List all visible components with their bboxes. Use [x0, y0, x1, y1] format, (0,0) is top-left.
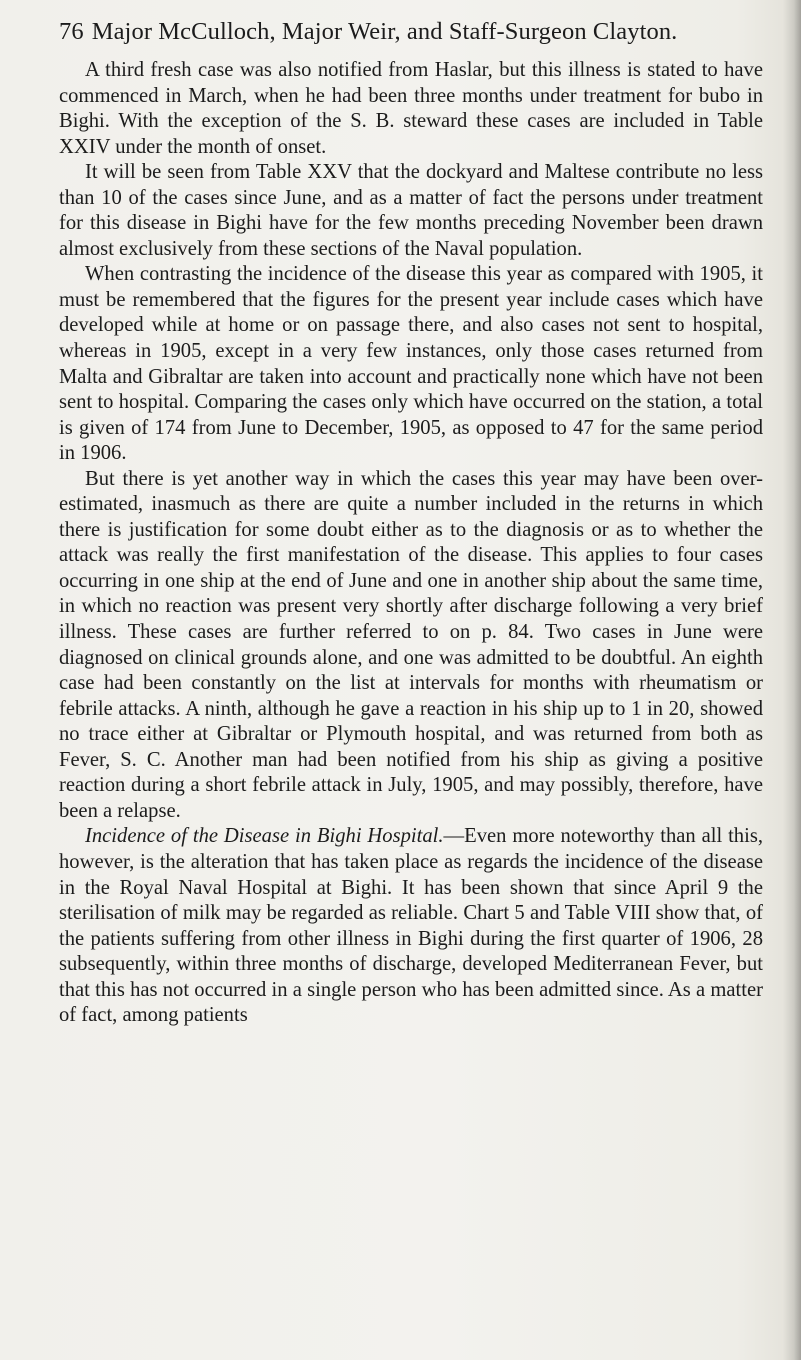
section-heading-inline: Incidence of the Disease in Bighi Hospital. [85, 825, 444, 848]
paragraph: But there is yet another way in which the cases this year may have been over-estimated, inasmuch as there are quite a number included in the returns in which there is justification for some doubt either as to the diagnosis or as to whether the attack was really the first manifestation of the disease. This applies to four cases occurring in one ship at the end of June and one in another ship about the same time, in which no reaction was present very shortly after discharge following a very brief illness. These cases are further referred to on p. 84. Two cases in June were diagnosed on clinical grounds alone, and one was admitted to be doubtful. An eighth case had been constantly on the list at intervals for months with rheumatism or febrile attacks. A ninth, although he gave a reaction in his ship up to 1 in 20, showed no trace either at Gibraltar or Plymouth hospital, and was returned from both as Fever, S. C. Another man had been notified from his ship as giving a positive reaction during a short febrile attack in July, 1905, and may possibly, therefore, have been a relapse. [59, 467, 763, 822]
body-text [59, 58, 763, 1029]
page-number: 76 [59, 18, 84, 45]
paragraph: It will be seen from Table XXV that the dockyard and Maltese contribute no less than 10 of the cases since June, and as a matter of fact the persons under treatment for this disease in Bighi have for the few months preceding November been drawn almost exclusively from these sections of the Naval population. [59, 161, 763, 260]
paragraph [59, 824, 763, 1028]
running-head [59, 18, 677, 46]
page-edge-shadow [783, 0, 801, 1360]
paragraph: When contrasting the incidence of the disease this year as compared with 1905, it must be remembered that the figures for the present year include cases which have developed while at home or on passage there, and also cases not sent to hospital, whereas in 1905, except in a very few instances, only those cases returned from Malta and Gibraltar are taken into account and practically none which have not been sent to hospital. Comparing the cases only which have occurred on the station, a total is given of 174 from June to December, 1905, as opposed to 47 for the same period in 1906. [59, 263, 763, 465]
paragraph-text: —Even more noteworthy than all this, however, is the alteration that has taken place as regards the incidence of the disease in the Royal Naval Hospital at Bighi. It has been shown that since April 9 the sterilisation of milk may be regarded as reliable. Chart 5 and Table VIII show that, of the patients suffering from other illness in Bighi during the first quarter of 1906, 28 subsequently, within three months of discharge, developed Mediterranean Fever, but that this has not occurred in a single person who has been admitted since. As a matter of fact, among patients [59, 825, 763, 1027]
paragraph: A third fresh case was also notified from Haslar, but this illness is stated to have commenced in March, when he had been three months under treatment for bubo in Bighi. With the exception of the S. B. steward these cases are included in Table XXIV under the month of onset. [59, 59, 763, 158]
running-title: Major McCulloch, Major Weir, and Staff-Surgeon Clayton. [91, 18, 678, 45]
